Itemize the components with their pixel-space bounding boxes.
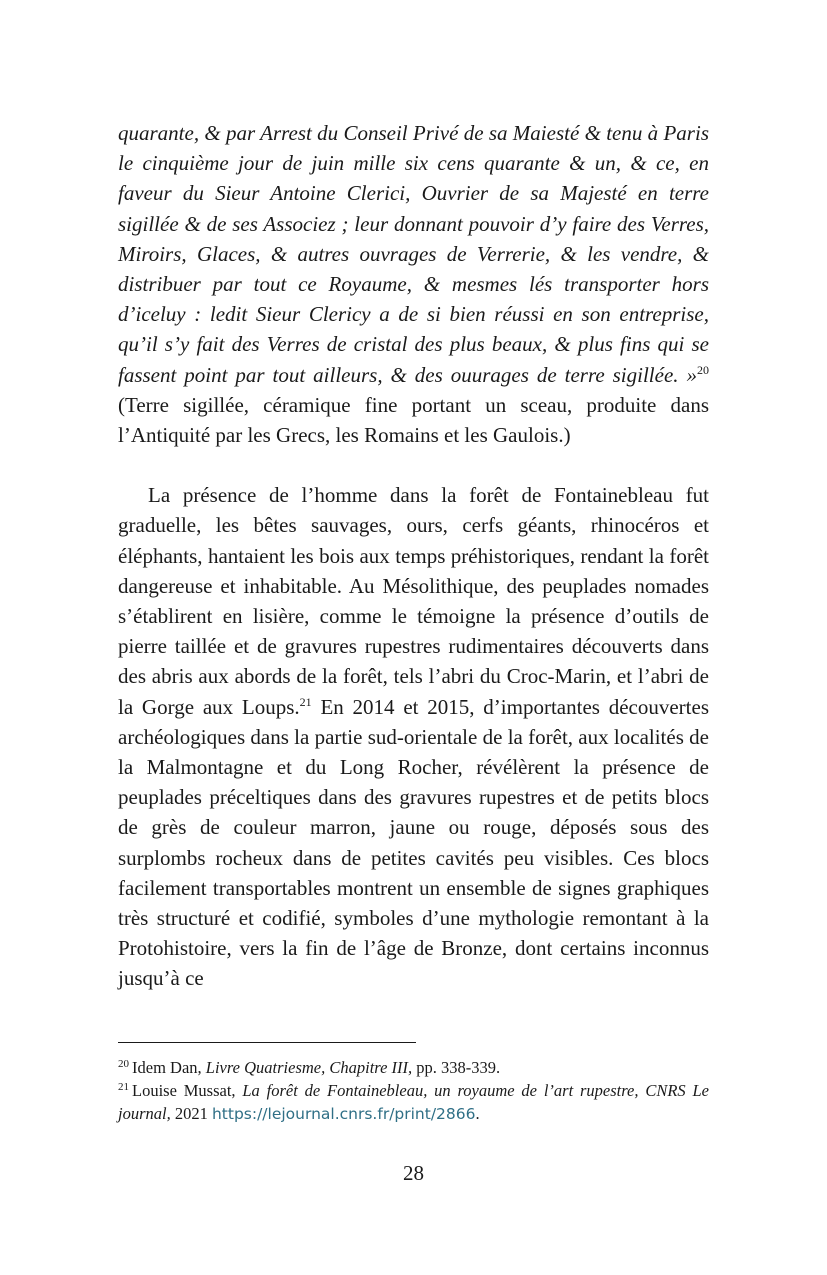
- footnote-link[interactable]: https://lejournal.cnrs.fr/print/2866: [211, 1105, 476, 1123]
- footnote-end: .: [475, 1104, 480, 1123]
- footnote-title: La forêt de Fontainebleau, un royaume de l’art rupestre, CNRS Le journal,: [118, 1081, 709, 1123]
- footnote-pages: pp. 338-339.: [412, 1058, 501, 1077]
- footnote-21: [118, 1079, 709, 1126]
- quote-paragraph: [118, 118, 709, 450]
- footnote-number: 20: [118, 1057, 129, 1070]
- footnote-20: [118, 1056, 709, 1079]
- page-number: 28: [403, 1161, 424, 1185]
- footnote-number: 21: [118, 1080, 129, 1093]
- footnotes: [118, 1056, 709, 1126]
- footnote-author: Louise Mussat,: [132, 1081, 243, 1100]
- body-text-part2: En 2014 et 2015, d’importantes découvertes archéologiques dans la partie sud-orientale de la forêt, aux localités de la Malmontagne et du Long Rocher, révélèrent la présence de peuplades préceltiques dans des gravures rupestres et de petits blocs de grès de couleur marron, jaune ou rouge, déposés sous des surplombs rocheux dans de petites cavités peu visibles. Ces blocs facilement transportables montrent un ensemble de signes graphiques très structuré et codifié, symboles d’une mythologie remontant à la Protohistoire, vers la fin de l’âge de Bronze, dont certains inconnus jusqu’à ce: [118, 694, 710, 991]
- footnote-year: 2021: [170, 1104, 212, 1123]
- page-body: [118, 118, 709, 994]
- footnote-ref-20[interactable]: 20: [697, 362, 709, 377]
- quote-text: quarante, & par Arrest du Conseil Privé de sa Maiesté & tenu à Paris le cinquième jour de juin mille six cens quarante & un, & ce, en faveur du Sieur Antoine Clerici, Ouvrier de sa Majesté en terre sigillée & de ses Associez ; leur donnant pouvoir d’y faire des Verres, Miroirs, Glaces, & autres ouvrages de Verrerie, & les vendre, & distribuer par tout ce Royaume, & mesmes lés transporter hors d’iceluy : ledit Sieur Clericy a de si bien réussi en son entreprise, qu’il s’y fait des Verres de cristal des plus beaux, & plus fins qui se fassent point par tout ailleurs, & des ouurages de terre sigillée. »: [118, 121, 709, 387]
- footnote-title: Livre Quatriesme, Chapitre III,: [205, 1058, 413, 1077]
- footnote-separator: [118, 1042, 416, 1043]
- body-text-part1: La présence de l’homme dans la forêt de Fontainebleau fut graduelle, les bêtes sauvages, ours, cerfs géants, rhinocéros et éléphants, hantaient les bois aux temps préhistoriques, rendant la forêt dangereuse et inhabitable. Au Mésolithique, des peuplades nomades s’établirent en lisière, comme le témoigne la présence d’outils de pierre taillée et de gravures rupestres rudimentaires découverts dans des abris aux abords de la forêt, tels l’abri du Croc-Marin, et l’abri de la Gorge aux Loups.: [118, 483, 709, 719]
- footnote-author: Idem Dan,: [132, 1058, 206, 1077]
- body-paragraph: [118, 480, 709, 993]
- quote-explanation: (Terre sigillée, céramique fine portant un sceau, produite dans l’Antiquité par les Grecs, les Romains et les Gaulois.): [118, 392, 709, 448]
- footnote-ref-21[interactable]: 21: [299, 694, 312, 709]
